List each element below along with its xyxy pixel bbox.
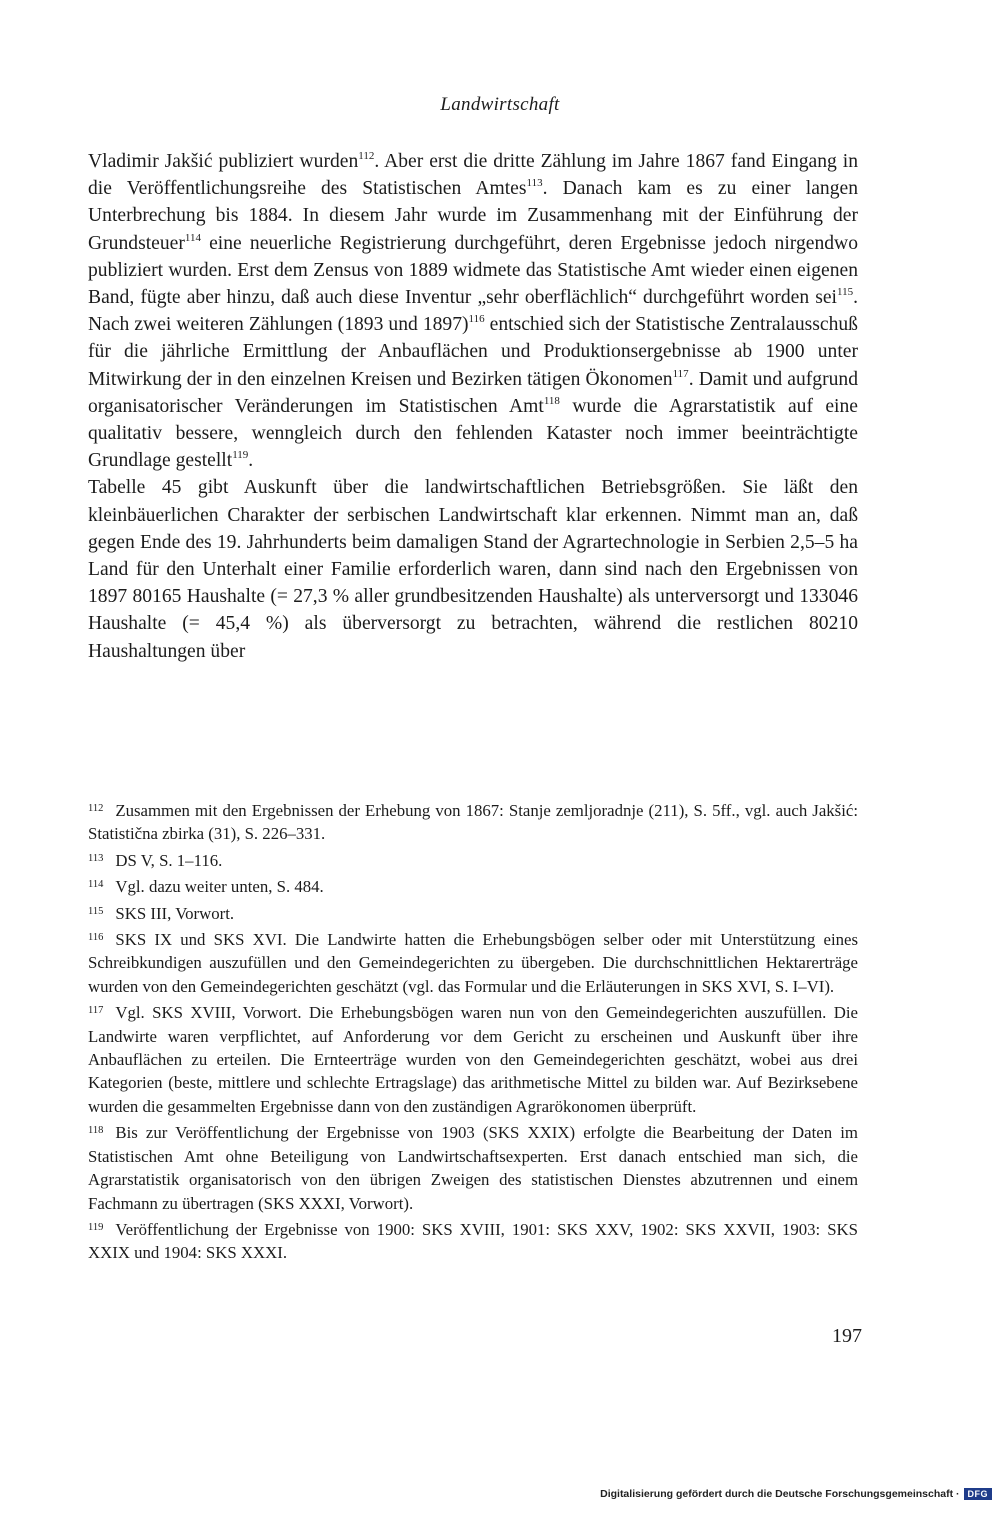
footnote-number: 113 xyxy=(88,852,104,864)
text-run: Vladimir Jakšić publiziert wurden xyxy=(88,151,359,172)
footnote-number: 116 xyxy=(88,932,104,944)
footnote-text: Vgl. dazu weiter unten, S. 484. xyxy=(115,877,324,897)
page-number: 197 xyxy=(832,1325,862,1347)
footnote xyxy=(88,797,858,846)
footnote-ref[interactable]: 116 xyxy=(468,313,485,326)
text-run: . Aber erst die dritte Zählung im Jahre 1867 fand Eingang in die Veröffentlichungsreihe des Statistischen Amtes xyxy=(88,151,858,200)
footnote-ref[interactable]: 119 xyxy=(232,449,249,462)
footnote-ref[interactable]: 115 xyxy=(837,286,854,299)
footnote xyxy=(88,847,858,872)
footnote xyxy=(88,1119,858,1215)
footnote xyxy=(88,926,858,998)
footnote-number: 119 xyxy=(88,1221,104,1233)
footnote-number: 118 xyxy=(88,1125,104,1137)
footnote-text: Veröffentlichung der Ergebnisse von 1900: SKS XVIII, 1901: SKS XXV, 1902: SKS XXVII, 1903: SKS XXIX und 1904: SKS XXXI. xyxy=(88,1219,858,1263)
text-run: . xyxy=(248,450,254,472)
footnote-text: SKS IX und SKS XVI. Die Landwirte hatten die Erhebungsbögen selber oder mit Unterstützung eines Schreibkundigen auszufüllen und den Gemeindegerichten zu übergeben. Die durchschnittlichen Hektarerträge wurden von den Gemeindegerichten geschätzt (vgl. das Formular und die Erläuterungen in SKS XVI, S. I–VI). xyxy=(88,930,858,996)
footnote xyxy=(88,900,858,925)
footnote-number: 115 xyxy=(88,905,104,917)
footnote-number: 114 xyxy=(88,879,104,891)
footnotes xyxy=(88,797,858,1266)
paragraph-2: Tabelle 45 gibt Auskunft über die landwirtschaftlichen Betriebsgrößen. Sie läßt den kleinbäuerlichen Charakter der serbischen Landwirtschaft klar erkennen. Nimmt man an, daß gegen Ende des 19. Jahrhunderts beim damaligen Stand der Agrartechnologie in Serbien 2,5–5 ha Land für den Unterhalt einer Familie erforderlich waren, dann sind nach den Ergebnissen von 1897 80165 Haushalte (= 27,3 % aller grundbesitzenden Haushalte) als unterversorgt und 133046 Haushalte (= 45,4 %) als überversorgt zu betrachten, während die restlichen 80210 Haushaltungen über xyxy=(88,477,858,662)
footnote-text: Zusammen mit den Ergebnissen der Erhebung von 1867: Stanje zemljoradnje (211), S. 5ff., vgl. auch Jakšić: Statistična zbirka (31), S. 226–331. xyxy=(88,801,858,844)
text-run: . Danach kam es zu einer langen Unterbrechung bis 1884. In diesem Jahr wurde im Zusammenhang mit der Einführung der Grundsteuer xyxy=(88,178,858,254)
body-text xyxy=(88,148,858,665)
running-header: Landwirtschaft xyxy=(440,94,560,115)
footnote xyxy=(88,873,858,898)
footnote-ref[interactable]: 117 xyxy=(672,367,689,380)
footnote xyxy=(88,1216,858,1265)
footnote xyxy=(88,999,858,1118)
footnote-ref[interactable]: 118 xyxy=(543,394,560,407)
footnote-ref[interactable]: 114 xyxy=(184,231,201,244)
text-run: entschied sich der Statistische Zentralausschuß für die jährliche Ermittlung der Anbauflächen und Produktionsergebnisse ab 1900 unter Mitwirkung der in den einzelnen Kreisen und Bezirken tätigen Ökonomen xyxy=(88,314,858,390)
footnote-text: SKS III, Vorwort. xyxy=(115,903,235,923)
footnote-ref[interactable]: 112 xyxy=(358,150,375,162)
dfg-logo-icon: DFG xyxy=(964,1488,993,1500)
footnote-text: DS V, S. 1–116. xyxy=(115,850,223,870)
footnote-number: 117 xyxy=(88,1005,104,1017)
text-run: wurde die Agrarstatistik auf eine qualitativ bessere, wenngleich durch den fehlenden Kataster noch immer beeinträchtigte Grundlage gestellt xyxy=(88,395,858,472)
paragraph-1 xyxy=(88,148,858,474)
footnote-text: Bis zur Veröffentlichung der Ergebnisse von 1903 (SKS XXIX) erfolgte die Bearbeitung der Daten im Statistischen Amt ohne Beteiligung von Landwirtschaftsexperten. Erst danach entschied man sich, die Agrarstatistik organisatorisch von den übrigen Zweigen des statistischen Dienstes abzutrennen und einem Fachmann zu übertragen (SKS XXXI, Vorwort). xyxy=(88,1123,858,1213)
digitization-stamp xyxy=(600,1488,992,1500)
footnote-ref[interactable]: 113 xyxy=(526,177,543,190)
text-run: eine neuerliche Registrierung durchgeführt, deren Ergebnisse jedoch nirgendwo publiziert wurden. Erst dem Zensus von 1889 widmete das Statistische Amt wieder einen eigenen Band, fügte aber hinzu, daß auch diese Inventur „sehr oberflächlich“ durchgeführt worden sei xyxy=(88,232,858,309)
stamp-text: Digitalisierung gefördert durch die Deutsche Forschungsgemeinschaft · xyxy=(600,1488,960,1500)
text-run: . Nach zwei weiteren Zählungen (1893 und 1897) xyxy=(88,287,858,336)
footnote-text: Vgl. SKS XVIII, Vorwort. Die Erhebungsbögen waren nun von den Gemeindegerichten auszufüllen. Die Landwirte waren verpflichtet, auf Anforderung vor dem Gericht zu erscheinen und Auskunft über ihre Anbauflächen zu erteilen. Die Ernteerträge wurden von den Gemeindegerichten geschätzt, wobei aus drei Kategorien (beste, mittlere und schlechte Ertragslage) das arithmetische Mittel zu bilden war. Auf Bezirksebene wurden die gesammelten Ergebnisse dann von den zuständigen Agrarökonomen überprüft. xyxy=(88,1003,858,1116)
footnote-number: 112 xyxy=(88,803,104,814)
text-run: . Damit und aufgrund organisatorischer Veränderungen im Statistischen Amt xyxy=(88,368,858,417)
